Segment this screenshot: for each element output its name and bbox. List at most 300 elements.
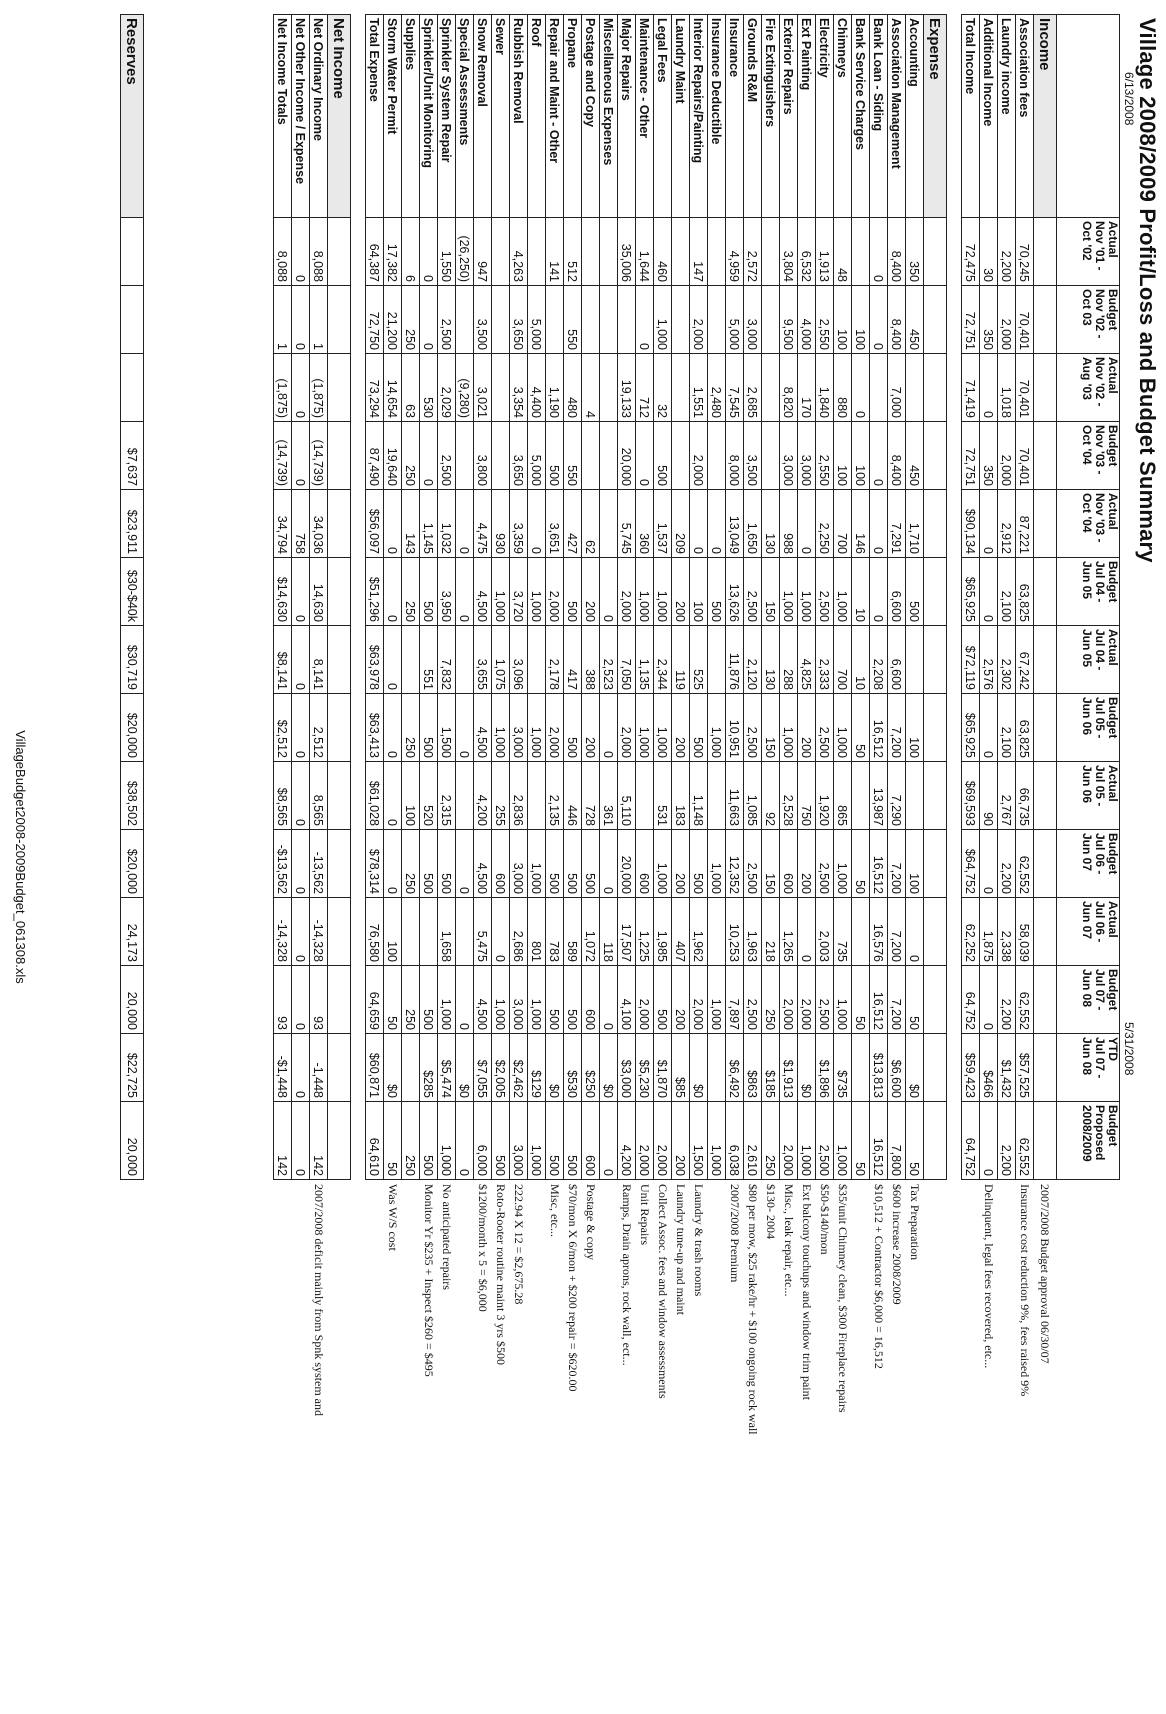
- value-cell: 1,148: [690, 762, 708, 830]
- value-cell: 200: [672, 558, 690, 626]
- row-label: Grounds R&M: [744, 15, 762, 218]
- value-cell: 200: [582, 694, 600, 762]
- value-cell: (26,250): [456, 218, 474, 286]
- value-cell: 250: [402, 694, 420, 762]
- value-cell: 50: [852, 830, 870, 898]
- spacer-cell: [351, 1034, 366, 1102]
- row-label: Sprinkler/Unit Monitoring: [420, 15, 438, 218]
- income-header-label: Income: [1034, 15, 1057, 218]
- value-cell: 947: [474, 218, 492, 286]
- value-cell: 2,000: [998, 422, 1016, 490]
- value-cell: 500: [564, 966, 582, 1034]
- column-header-line: Nov '01 -: [1093, 221, 1107, 271]
- value-cell: 1,000: [780, 694, 798, 762]
- value-cell: 71,419: [962, 354, 980, 422]
- value-cell: 4,500: [474, 694, 492, 762]
- value-cell: 0: [292, 966, 310, 1034]
- column-header: [1057, 694, 1120, 762]
- value-cell: 4,100: [618, 966, 636, 1034]
- note-cell: [924, 1180, 947, 1510]
- expense-header-label: Expense: [924, 15, 947, 218]
- value-cell: 0: [384, 694, 402, 762]
- value-cell: [852, 218, 870, 286]
- value-cell: $0: [384, 1034, 402, 1102]
- value-cell: [618, 286, 636, 354]
- value-cell: 93: [310, 966, 328, 1034]
- value-cell: 4,959: [726, 218, 744, 286]
- value-cell: 2,200: [998, 218, 1016, 286]
- value-cell: 2,500: [744, 830, 762, 898]
- value-cell: 0: [456, 490, 474, 558]
- column-header-line: Budget: [1106, 425, 1120, 467]
- value-cell: 500: [546, 1102, 564, 1180]
- value-cell: 0: [980, 490, 998, 558]
- row-label: Special Assessments: [456, 15, 474, 218]
- value-cell: 783: [546, 898, 564, 966]
- row-label: Postage and Copy: [582, 15, 600, 218]
- column-header-line: Jul 06 -: [1093, 901, 1107, 943]
- row-label: Laundry Maint: [672, 15, 690, 218]
- note-cell: Laundry tune-up and maint: [674, 1184, 688, 1315]
- note-cell: $35/unit Chimney clean, $300 Fireplace repairs: [836, 1184, 850, 1413]
- value-cell: 0: [870, 286, 888, 354]
- column-header-line: Budget: [1106, 833, 1120, 875]
- value-cell: 16,576: [870, 898, 888, 966]
- column-header-line: Jun 07: [1080, 901, 1094, 940]
- value-cell: 3,655: [474, 626, 492, 694]
- column-header-line: Budget: [1106, 969, 1120, 1011]
- value-cell: [906, 626, 924, 694]
- value-cell: 0: [456, 1102, 474, 1180]
- empty-cell: [328, 830, 351, 898]
- value-cell: 0: [492, 898, 510, 966]
- empty-cell: [924, 1102, 947, 1180]
- value-cell: 5,745: [618, 490, 636, 558]
- value-cell: 0: [292, 1102, 310, 1180]
- value-cell: 589: [564, 898, 582, 966]
- value-cell: 14,654: [384, 354, 402, 422]
- spacer-cell: [947, 898, 962, 966]
- value-cell: 1,000: [798, 558, 816, 626]
- value-cell: 2,836: [510, 762, 528, 830]
- spacer-cell: [351, 490, 366, 558]
- table-row: [492, 15, 510, 1510]
- value-cell: 2,344: [654, 626, 672, 694]
- table-row: [366, 15, 384, 1510]
- spacer-cell: [947, 558, 962, 626]
- note-cell: 2007/2008 deficit mainly from Spnk system and: [312, 1184, 326, 1416]
- value-cell: [402, 626, 420, 694]
- value-cell: 64,752: [962, 1102, 980, 1180]
- column-header-line: Jul 05 -: [1093, 765, 1107, 807]
- spacer-cell: [351, 626, 366, 694]
- value-cell: 728: [582, 762, 600, 830]
- note-cell: [600, 1180, 618, 1510]
- value-cell: 1,650: [744, 490, 762, 558]
- value-cell: 119: [672, 626, 690, 694]
- value-cell: 1,000: [528, 694, 546, 762]
- value-cell: [762, 354, 780, 422]
- value-cell: [870, 354, 888, 422]
- value-cell: 130: [762, 626, 780, 694]
- empty-cell: [924, 898, 947, 966]
- table-row: [420, 15, 438, 1510]
- column-header-row: [1057, 15, 1120, 1510]
- value-cell: $735: [834, 1034, 852, 1102]
- value-cell: 1,000: [528, 830, 546, 898]
- value-cell: 2,000: [798, 966, 816, 1034]
- value-cell: $38,502: [121, 762, 144, 830]
- spacer-cell: [947, 966, 962, 1034]
- value-cell: 0: [528, 490, 546, 558]
- spacer-cell: [947, 286, 962, 354]
- column-header-line: Budget: [1106, 289, 1120, 331]
- value-cell: 0: [292, 762, 310, 830]
- note-cell: [328, 1180, 351, 1510]
- value-cell: 0: [852, 354, 870, 422]
- empty-cell: [1034, 218, 1057, 286]
- value-cell: 1,500: [690, 1102, 708, 1180]
- value-cell: 0: [708, 490, 726, 558]
- value-cell: 0: [456, 694, 474, 762]
- value-cell: 16,512: [870, 1102, 888, 1180]
- row-label: Insurance Deductible: [708, 15, 726, 218]
- empty-cell: [1034, 1034, 1057, 1102]
- value-cell: 100: [906, 694, 924, 762]
- value-cell: 4,200: [474, 762, 492, 830]
- reserves-row: [121, 15, 144, 1180]
- value-cell: [636, 762, 654, 830]
- page-title: Village 2008/2009 Profit/Loss and Budget Summary: [1135, 18, 1160, 563]
- value-cell: 5,110: [618, 762, 636, 830]
- value-cell: 100: [906, 830, 924, 898]
- table-row: [962, 15, 980, 1510]
- value-cell: 150: [762, 830, 780, 898]
- value-cell: 8,400: [888, 218, 906, 286]
- row-label: Fire Extinguishers: [762, 15, 780, 218]
- spacer-cell: [947, 626, 962, 694]
- column-header-line: Jun 05: [1080, 561, 1094, 600]
- value-cell: 1,000: [528, 558, 546, 626]
- value-cell: 758: [292, 490, 310, 558]
- note-cell: 2007/2008 Premium: [728, 1184, 742, 1283]
- value-cell: 1,145: [420, 490, 438, 558]
- value-cell: $466: [980, 1034, 998, 1102]
- header-blank: [1057, 15, 1120, 218]
- value-cell: $85: [672, 1034, 690, 1102]
- value-cell: (1,875): [310, 354, 328, 422]
- table-row: [798, 15, 816, 1510]
- value-cell: 4,825: [798, 626, 816, 694]
- value-cell: 20,000: [618, 422, 636, 490]
- value-cell: 1,000: [834, 830, 852, 898]
- value-cell: 1,963: [744, 898, 762, 966]
- value-cell: 87,490: [366, 422, 384, 490]
- value-cell: 16,512: [870, 694, 888, 762]
- value-cell: 551: [420, 626, 438, 694]
- value-cell: $20,000: [121, 694, 144, 762]
- net-section-header: [328, 15, 351, 1510]
- table-row: [274, 15, 292, 1510]
- expense-section-header: [924, 15, 947, 1510]
- value-cell: 600: [582, 1102, 600, 1180]
- note-cell: Delinquent, legal fees recovered, etc...: [982, 1184, 996, 1369]
- value-cell: 1,875: [980, 898, 998, 966]
- value-cell: 988: [780, 490, 798, 558]
- value-cell: 735: [834, 898, 852, 966]
- value-cell: 865: [834, 762, 852, 830]
- value-cell: 150: [762, 558, 780, 626]
- value-cell: 0: [292, 218, 310, 286]
- value-cell: 14,630: [310, 558, 328, 626]
- value-cell: 250: [402, 422, 420, 490]
- column-header-line: Nov '02 -: [1093, 357, 1107, 407]
- value-cell: 4: [582, 354, 600, 422]
- spacer-cell: [351, 558, 366, 626]
- value-cell: [600, 422, 618, 490]
- value-cell: $7,637: [121, 422, 144, 490]
- value-cell: 143: [402, 490, 420, 558]
- note-cell: [962, 1180, 980, 1510]
- value-cell: 8,088: [274, 218, 292, 286]
- value-cell: 250: [402, 830, 420, 898]
- value-cell: $5,474: [438, 1034, 456, 1102]
- value-cell: 3,000: [798, 422, 816, 490]
- table-row: [690, 15, 708, 1510]
- value-cell: 70,245: [1016, 218, 1034, 286]
- value-cell: 6,038: [726, 1102, 744, 1180]
- value-cell: 2,315: [438, 762, 456, 830]
- note-cell: $10,512 + Contractor $6,000 = 16,512: [872, 1184, 886, 1369]
- value-cell: 500: [546, 422, 564, 490]
- value-cell: [906, 762, 924, 830]
- table-row: [528, 15, 546, 1510]
- value-cell: 550: [564, 286, 582, 354]
- empty-cell: [1034, 762, 1057, 830]
- value-cell: 0: [600, 558, 618, 626]
- value-cell: [456, 422, 474, 490]
- note-cell: No anticipated repairs: [440, 1184, 454, 1290]
- value-cell: 531: [654, 762, 672, 830]
- value-cell: -14,328: [310, 898, 328, 966]
- value-cell: 209: [672, 490, 690, 558]
- empty-cell: [328, 286, 351, 354]
- value-cell: 62: [582, 490, 600, 558]
- value-cell: 0: [798, 490, 816, 558]
- value-cell: 20,000: [618, 830, 636, 898]
- note-cell: [708, 1180, 726, 1510]
- value-cell: 1,658: [438, 898, 456, 966]
- spacer-cell: [947, 694, 962, 762]
- note-cell: Misc, etc...: [548, 1184, 562, 1237]
- value-cell: 87,221: [1016, 490, 1034, 558]
- table-row: [744, 15, 762, 1510]
- value-cell: 35,006: [618, 218, 636, 286]
- empty-cell: [1034, 286, 1057, 354]
- value-cell: 2,000: [780, 966, 798, 1034]
- value-cell: 446: [564, 762, 582, 830]
- value-cell: 4,500: [474, 830, 492, 898]
- row-label: Net Income Totals: [274, 15, 292, 218]
- note-cell: [366, 1180, 384, 1510]
- row-label: Additional Income: [980, 15, 998, 218]
- row-label: Bank Service Charges: [852, 15, 870, 218]
- empty-cell: [924, 286, 947, 354]
- value-cell: 250: [402, 966, 420, 1034]
- value-cell: 1,537: [654, 490, 672, 558]
- value-cell: 66,735: [1016, 762, 1034, 830]
- value-cell: 2,000: [690, 286, 708, 354]
- value-cell: 0: [870, 422, 888, 490]
- value-cell: $1,870: [654, 1034, 672, 1102]
- value-cell: 2,000: [690, 966, 708, 1034]
- value-cell: $6,600: [888, 1034, 906, 1102]
- value-cell: 0: [980, 1102, 998, 1180]
- value-cell: 72,475: [962, 218, 980, 286]
- value-cell: 0: [456, 966, 474, 1034]
- value-cell: 2,200: [998, 830, 1016, 898]
- value-cell: 450: [906, 286, 924, 354]
- value-cell: [708, 1034, 726, 1102]
- value-cell: 1,000: [636, 558, 654, 626]
- note-cell: Ext balcony touchups and window trim paint: [800, 1184, 814, 1400]
- column-header-line: Jun 07: [1080, 833, 1094, 872]
- value-cell: 50: [852, 694, 870, 762]
- value-cell: (14,739): [274, 422, 292, 490]
- value-cell: 1: [274, 286, 292, 354]
- value-cell: 13,987: [870, 762, 888, 830]
- value-cell: 8,141: [310, 626, 328, 694]
- value-cell: 3,651: [546, 490, 564, 558]
- value-cell: 2,767: [998, 762, 1016, 830]
- value-cell: [456, 626, 474, 694]
- value-cell: 500: [654, 966, 672, 1034]
- value-cell: 170: [798, 354, 816, 422]
- value-cell: 2,610: [744, 1102, 762, 1180]
- value-cell: 7,800: [888, 1102, 906, 1180]
- value-cell: 1,000: [654, 286, 672, 354]
- value-cell: 0: [292, 898, 310, 966]
- value-cell: 64,610: [366, 1102, 384, 1180]
- value-cell: 0: [980, 830, 998, 898]
- value-cell: 1,550: [438, 218, 456, 286]
- value-cell: 19,133: [618, 354, 636, 422]
- value-cell: 10: [852, 626, 870, 694]
- value-cell: 5,475: [474, 898, 492, 966]
- value-cell: 62,552: [1016, 830, 1034, 898]
- value-cell: 2,003: [816, 898, 834, 966]
- value-cell: 8,400: [888, 422, 906, 490]
- column-header-line: Jun 08: [1080, 969, 1094, 1008]
- value-cell: 2,100: [998, 694, 1016, 762]
- value-cell: [672, 218, 690, 286]
- value-cell: 12,352: [726, 830, 744, 898]
- value-cell: 16,512: [870, 830, 888, 898]
- value-cell: 50: [384, 966, 402, 1034]
- row-label: Rubbish Removal: [510, 15, 528, 218]
- value-cell: $2,462: [510, 1034, 528, 1102]
- value-cell: [708, 218, 726, 286]
- empty-cell: [924, 1034, 947, 1102]
- value-cell: 1,710: [906, 490, 924, 558]
- value-cell: $64,752: [962, 830, 980, 898]
- value-cell: 880: [834, 354, 852, 422]
- value-cell: 3,800: [474, 422, 492, 490]
- value-cell: 19,640: [384, 422, 402, 490]
- value-cell: -14,328: [274, 898, 292, 966]
- value-cell: 4,400: [528, 354, 546, 422]
- empty-cell: [1034, 490, 1057, 558]
- value-cell: 20,000: [121, 1102, 144, 1180]
- value-cell: 3,354: [510, 354, 528, 422]
- value-cell: 1,225: [636, 898, 654, 966]
- value-cell: 460: [654, 218, 672, 286]
- column-header-line: Jul 06 -: [1093, 833, 1107, 875]
- empty-cell: [924, 490, 947, 558]
- value-cell: 3,720: [510, 558, 528, 626]
- spacer-cell: [947, 1102, 962, 1180]
- value-cell: $8,565: [274, 762, 292, 830]
- value-cell: 200: [672, 694, 690, 762]
- value-cell: 1: [310, 286, 328, 354]
- value-cell: 1,962: [690, 898, 708, 966]
- value-cell: $78,314: [366, 830, 384, 898]
- value-cell: 2,500: [816, 694, 834, 762]
- value-cell: [546, 286, 564, 354]
- value-cell: [492, 422, 510, 490]
- row-label: Exterior Repairs: [780, 15, 798, 218]
- value-cell: 1,265: [780, 898, 798, 966]
- value-cell: [492, 354, 510, 422]
- value-cell: 2,500: [744, 966, 762, 1034]
- value-cell: $1,896: [816, 1034, 834, 1102]
- value-cell: [708, 762, 726, 830]
- value-cell: 500: [420, 966, 438, 1034]
- column-header: [1057, 762, 1120, 830]
- value-cell: 1,644: [636, 218, 654, 286]
- value-cell: [121, 218, 144, 286]
- spacer-row: [947, 15, 962, 1510]
- value-cell: 0: [870, 558, 888, 626]
- column-header-line: Jul 07 -: [1093, 1037, 1107, 1079]
- value-cell: 17,507: [618, 898, 636, 966]
- value-cell: 7,200: [888, 830, 906, 898]
- value-cell: $530: [564, 1034, 582, 1102]
- value-cell: 30: [980, 218, 998, 286]
- value-cell: 1,000: [636, 694, 654, 762]
- empty-cell: [328, 1102, 351, 1180]
- value-cell: 64,387: [366, 218, 384, 286]
- value-cell: 350: [906, 218, 924, 286]
- value-cell: 1,000: [798, 1102, 816, 1180]
- column-header-line: Budget: [1106, 697, 1120, 739]
- table-row: [310, 15, 328, 1510]
- row-label: Insurance: [726, 15, 744, 218]
- value-cell: $59,423: [962, 1034, 980, 1102]
- value-cell: 5,000: [726, 286, 744, 354]
- column-header-line: Oct 03: [1080, 289, 1094, 326]
- value-cell: 512: [564, 218, 582, 286]
- value-cell: (14,739): [310, 422, 328, 490]
- value-cell: 500: [906, 558, 924, 626]
- value-cell: $0: [456, 1034, 474, 1102]
- value-cell: 0: [384, 558, 402, 626]
- value-cell: 0: [292, 422, 310, 490]
- value-cell: 350: [980, 286, 998, 354]
- value-cell: 600: [582, 966, 600, 1034]
- value-cell: 2,500: [438, 422, 456, 490]
- empty-cell: [924, 694, 947, 762]
